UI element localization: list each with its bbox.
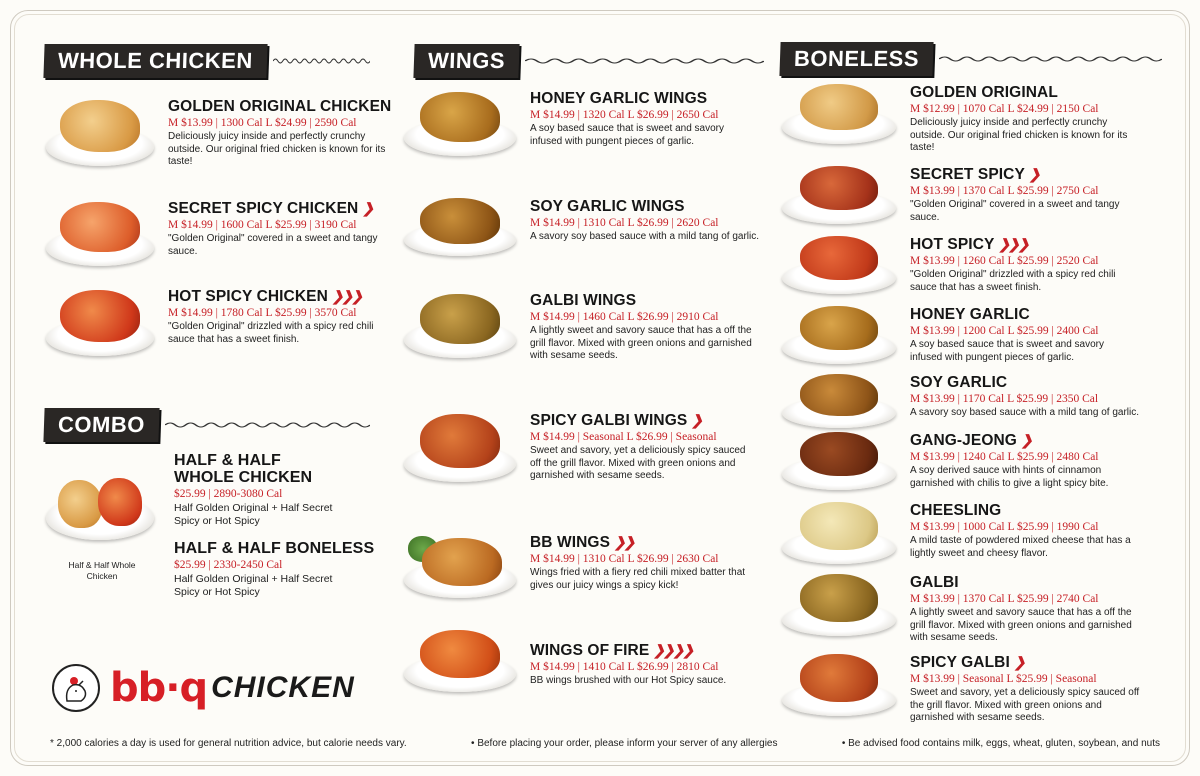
item-name: WINGS OF FIRE <box>530 642 650 659</box>
section-title: COMBO <box>43 408 159 442</box>
item-name: SPICY GALBI <box>910 654 1010 671</box>
item-description: A savory soy based sauce with a mild tang of garlic. <box>910 407 1140 418</box>
section-header-boneless <box>780 42 1162 76</box>
menu-item-secret-spicy-chicken[interactable] <box>46 200 406 266</box>
menu-item-boneless-hot-spicy[interactable] <box>782 236 1172 294</box>
item-name: SECRET SPICY CHICKEN <box>168 200 359 217</box>
item-description: Sweet and savory, yet a deliciously spicy sauced off the grill flavor. Mixed with green onions and garnished with sesame seeds. <box>530 445 746 481</box>
chili-pepper-icon: ❯ <box>362 200 373 216</box>
section-title: BONELESS <box>779 42 933 76</box>
item-price: M $13.99 | 1300 Cal L $24.99 | 2590 Cal <box>168 117 357 129</box>
wings-plate-icon <box>404 90 516 156</box>
item-price: M $13.99 | 1260 Cal L $25.99 | 2520 Cal <box>910 255 1099 267</box>
item-price: M $14.99 | 1460 Cal L $26.99 | 2910 Cal <box>530 311 719 323</box>
boneless-plate-icon <box>782 306 896 364</box>
wings-plate-icon <box>404 198 516 256</box>
item-name: HALF & HALF BONELESS <box>174 540 375 557</box>
menu-item-soy-garlic-wings[interactable] <box>404 198 774 256</box>
boneless-plate-icon <box>782 236 896 294</box>
menu-item-bb-wings[interactable] <box>404 534 774 598</box>
chicken-plate-icon <box>46 200 154 266</box>
item-description: "Golden Original" covered in a sweet and tangy sauce. <box>910 199 1120 223</box>
item-price: $25.99 | 2890-3080 Cal <box>174 488 283 500</box>
menu-item-boneless-galbi[interactable] <box>782 574 1172 645</box>
chili-pepper-icon: ❯ <box>691 412 702 428</box>
item-price: M $14.99 | 1410 Cal L $26.99 | 2810 Cal <box>530 661 719 673</box>
item-description: Wings fried with a fiery red chili mixed batter that gives our juicy wings a spicy kick! <box>530 567 746 591</box>
menu-item-half-half-whole[interactable] <box>46 452 406 548</box>
item-name: GANG-JEONG <box>910 432 1017 449</box>
logo-wordmark: bb·q <box>110 665 208 711</box>
item-description: Deliciously juicy inside and perfectly crunchy outside. Our original fried chicken is known for its taste! <box>168 131 386 167</box>
rooster-icon <box>52 664 100 712</box>
calorie-note: * 2,000 calories a day is used for general nutrition advice, but calorie needs vary. <box>50 738 407 749</box>
item-price: $25.99 | 2330-2450 Cal <box>174 559 283 571</box>
wings-plate-icon <box>404 628 516 692</box>
menu-item-boneless-cheesling[interactable] <box>782 502 1172 564</box>
chicken-plate-icon <box>46 98 154 166</box>
chili-pepper-icon: ❯ <box>1013 654 1024 670</box>
item-description: A soy derived sauce with hints of cinnamon garnished with chilis to give a light spicy bite. <box>910 465 1109 489</box>
menu-item-boneless-golden-original[interactable] <box>782 84 1172 155</box>
item-price: M $13.99 | 1370 Cal L $25.99 | 2750 Cal <box>910 185 1099 197</box>
item-price: M $14.99 | Seasonal L $26.99 | Seasonal <box>530 431 717 443</box>
chili-pepper-icon: ❯❯❯❯ <box>653 642 693 658</box>
item-description: A lightly sweet and savory sauce that has a off the grill flavor. Mixed with green onions and garnished with sesame seeds. <box>910 607 1132 643</box>
chili-pepper-icon: ❯ <box>1020 432 1031 448</box>
item-price: M $13.99 | 1200 Cal L $25.99 | 2400 Cal <box>910 325 1099 337</box>
menu-item-hot-spicy-chicken[interactable] <box>46 288 406 356</box>
menu-item-galbi-wings[interactable] <box>404 292 774 363</box>
item-price: M $14.99 | 1320 Cal L $26.99 | 2650 Cal <box>530 109 719 121</box>
section-header-wings <box>414 44 764 78</box>
boneless-plate-icon <box>782 166 896 224</box>
menu-item-honey-garlic-wings[interactable] <box>404 90 774 156</box>
item-description: "Golden Original" drizzled with a spicy red chili sauce that has a sweet finish. <box>168 321 374 345</box>
section-header-whole-chicken <box>44 44 370 78</box>
item-name: SOY GARLIC <box>910 374 1008 391</box>
wings-plate-icon <box>404 534 516 598</box>
item-price: M $14.99 | 1780 Cal L $25.99 | 3570 Cal <box>168 307 357 319</box>
menu-item-boneless-soy-garlic[interactable] <box>782 374 1172 428</box>
item-name: BB WINGS <box>530 534 611 551</box>
item-name: HOT SPICY <box>910 236 995 253</box>
menu-item-boneless-gang-jeong[interactable] <box>782 432 1172 490</box>
boneless-plate-icon <box>782 84 896 144</box>
squiggle-divider <box>939 55 1162 63</box>
item-price: M $14.99 | 1310 Cal L $26.99 | 2620 Cal <box>530 217 719 229</box>
item-name: SECRET SPICY <box>910 166 1025 183</box>
wings-plate-icon <box>404 292 516 358</box>
logo-chicken-text: CHICKEN <box>211 671 355 704</box>
menu-item-wings-of-fire[interactable] <box>404 628 774 692</box>
item-name: CHEESLING <box>910 502 1002 519</box>
item-description: "Golden Original" drizzled with a spicy red chili sauce that has a sweet finish. <box>910 269 1116 293</box>
boneless-plate-icon <box>782 374 896 428</box>
item-name: SPICY GALBI WINGS <box>530 412 688 429</box>
section-title: WINGS <box>413 44 519 78</box>
item-name: SOY GARLIC WINGS <box>530 198 685 215</box>
chili-pepper-icon: ❯ <box>1028 166 1039 182</box>
item-name: GOLDEN ORIGINAL <box>910 84 1058 101</box>
menu-item-boneless-honey-garlic[interactable] <box>782 306 1172 364</box>
menu-item-boneless-secret-spicy[interactable] <box>782 166 1172 224</box>
menu-item-spicy-galbi-wings[interactable] <box>404 412 774 483</box>
item-description: A lightly sweet and savory sauce that has a off the grill flavor. Mixed with green onions and garnished with sesame seeds. <box>530 325 752 361</box>
item-description: "Golden Original" covered in a sweet and tangy sauce. <box>168 233 378 257</box>
ingredients-note: • Be advised food contains milk, eggs, wheat, gluten, soybean, and nuts <box>841 738 1160 749</box>
item-name: GALBI <box>910 574 959 591</box>
squiggle-divider <box>165 421 370 429</box>
item-price: M $14.99 | 1310 Cal L $26.99 | 2630 Cal <box>530 553 719 565</box>
menu-item-half-half-boneless[interactable] <box>174 540 394 598</box>
squiggle-divider <box>525 57 764 65</box>
wings-plate-icon <box>404 412 516 482</box>
item-price: M $13.99 | 1240 Cal L $25.99 | 2480 Cal <box>910 451 1099 463</box>
item-description: A soy based sauce that is sweet and savory infused with pungent pieces of garlic. <box>910 339 1104 363</box>
combo-image-caption: Half & Half Whole Chicken <box>68 560 136 581</box>
chili-pepper-icon: ❯❯ <box>614 534 634 550</box>
chicken-plate-icon <box>46 288 154 356</box>
footer-notes <box>50 738 1160 749</box>
item-description: BB wings brushed with our Hot Spicy sauce. <box>530 675 727 686</box>
item-description: Half Golden Original + Half Secret Spicy or Hot Spicy <box>174 502 333 527</box>
allergy-note: • Before placing your order, please inform your server of any allergies <box>471 738 778 749</box>
section-title: WHOLE CHICKEN <box>43 44 267 78</box>
boneless-plate-icon <box>782 432 896 490</box>
item-description: A savory soy based sauce with a mild tang of garlic. <box>530 231 760 242</box>
item-name: HONEY GARLIC <box>910 306 1030 323</box>
item-price: M $14.99 | 1600 Cal L $25.99 | 3190 Cal <box>168 219 357 231</box>
item-price: M $12.99 | 1070 Cal L $24.99 | 2150 Cal <box>910 103 1099 115</box>
chili-pepper-icon: ❯❯❯ <box>331 288 362 304</box>
boneless-plate-icon <box>782 574 896 636</box>
menu-item-golden-original-chicken[interactable] <box>46 98 406 169</box>
item-name: GOLDEN ORIGINAL CHICKEN <box>168 98 392 115</box>
item-description: Deliciously juicy inside and perfectly crunchy outside. Our original fried chicken is known for its taste! <box>910 117 1128 153</box>
item-price: M $13.99 | 1370 Cal L $25.99 | 2740 Cal <box>910 593 1099 605</box>
item-price: M $13.99 | 1170 Cal L $25.99 | 2350 Cal <box>910 393 1099 405</box>
boneless-plate-icon <box>782 654 896 716</box>
item-name: HOT SPICY CHICKEN <box>168 288 328 305</box>
menu-item-boneless-spicy-galbi[interactable] <box>782 654 1172 725</box>
item-description: A mild taste of powdered mixed cheese that has a lightly sweet and cheesy flavor. <box>910 535 1131 559</box>
item-name: GALBI WINGS <box>530 292 637 309</box>
half-half-plate-icon <box>46 452 154 548</box>
item-description: Half Golden Original + Half Secret Spicy or Hot Spicy <box>174 573 333 598</box>
boneless-plate-icon <box>782 502 896 564</box>
bbq-chicken-logo <box>52 664 355 712</box>
item-price: M $13.99 | 1000 Cal L $25.99 | 1990 Cal <box>910 521 1099 533</box>
section-header-combo <box>44 408 370 442</box>
item-description: A soy based sauce that is sweet and savory infused with pungent pieces of garlic. <box>530 123 724 147</box>
item-name: HALF & HALF WHOLE CHICKEN <box>174 452 313 486</box>
item-description: Sweet and savory, yet a deliciously spicy sauced off the grill flavor. Mixed with green onions and garnished with sesame seeds. <box>910 687 1140 723</box>
chili-pepper-icon: ❯❯❯ <box>998 236 1028 252</box>
squiggle-divider <box>273 57 370 65</box>
item-name: HONEY GARLIC WINGS <box>530 90 708 107</box>
item-price: M $13.99 | Seasonal L $25.99 | Seasonal <box>910 673 1097 685</box>
